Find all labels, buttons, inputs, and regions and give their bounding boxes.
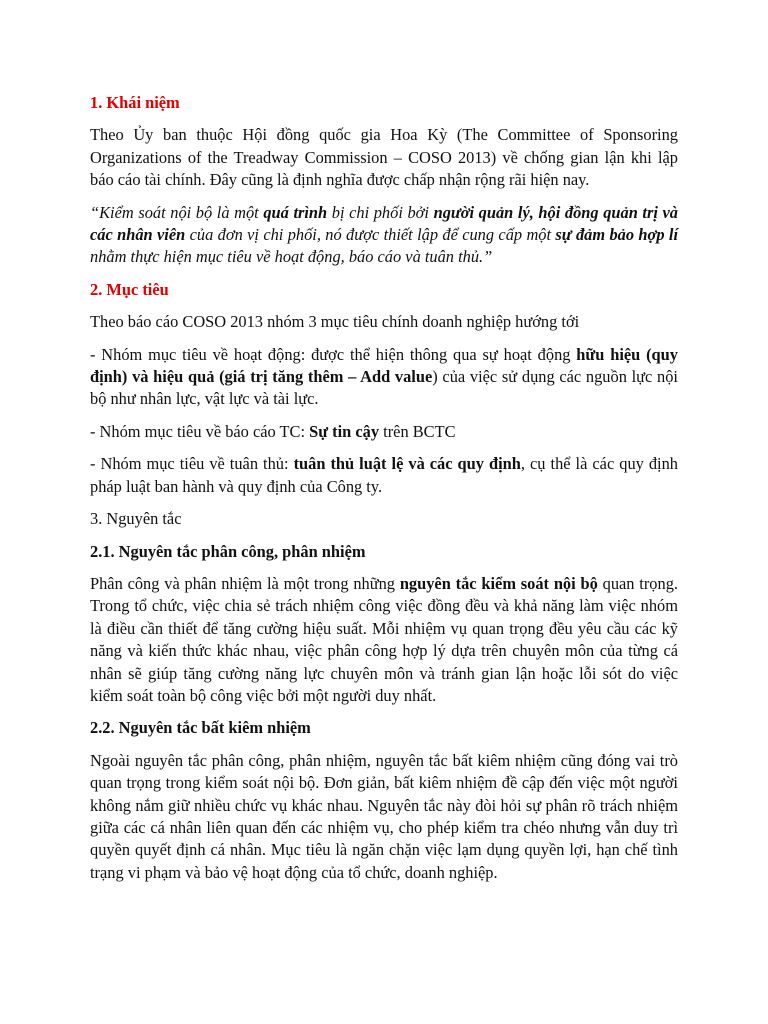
coso-quote <box>90 202 678 269</box>
objective-reporting-text-1: - Nhóm mục tiêu về báo cáo TC: <box>90 421 310 441</box>
subsection-2-2-heading: 2.2. Nguyên tắc bất kiêm nhiệm <box>90 718 311 738</box>
quote-text-4: nhằm thực hiện mục tiêu về hoạt động, báo cáo và tuân thủ.” <box>90 247 493 267</box>
segregation-text-1: Phân công và phân nhiệm là một trong những <box>90 573 400 593</box>
objective-compliance-text-1: - Nhóm mục tiêu về tuân thủ: <box>90 454 294 474</box>
quote-text-1: “Kiểm soát nội bộ là một <box>90 202 264 222</box>
subsection-2-1-heading: 2.1. Nguyên tắc phân công, phân nhiệm <box>90 541 366 561</box>
document-body <box>90 92 678 884</box>
section-2-heading: 2. Mục tiêu <box>90 279 169 299</box>
objective-operations <box>90 344 678 411</box>
objectives-intro: Theo báo cáo COSO 2013 nhóm 3 mục tiêu chính doanh nghiệp hướng tới <box>90 312 580 332</box>
objective-reporting <box>90 421 678 443</box>
quote-bold-3: sự đảm bảo hợp lí <box>555 225 679 245</box>
section-3-heading: 3. Nguyên tắc <box>90 509 182 529</box>
objective-operations-bold: hữu hiệu (quy định) và hiệu quả (giá trị tăng thêm – Add value <box>90 344 678 387</box>
section-1-heading: 1. Khái niệm <box>90 93 180 112</box>
objective-operations-text-2: ) của việc sử dụng các nguồn lực nội bộ như nhân lực, vật lực và tài lực. <box>90 367 678 409</box>
quote-bold-1: quá trình <box>263 202 328 222</box>
definition-paragraph: Theo Ủy ban thuộc Hội đồng quốc gia Hoa Kỳ (The Committee of Sponsoring Organizations of the Treadway Commission – COSO 2013) về chống gian lận khi lập báo cáo tài chính. Đây cũng là định nghĩa được chấp nhận rộng rãi hiện nay. <box>90 125 678 190</box>
quote-bold-2: người quản lý, hội đồng quản trị và các nhân viên <box>90 202 678 245</box>
quote-text-2: bị chi phối bởi <box>327 202 434 222</box>
segregation-bold: nguyên tắc kiểm soát nội bộ <box>399 573 598 593</box>
objective-reporting-text-2: trên BCTC <box>379 421 456 441</box>
segregation-text-2: quan trọng. Trong tổ chức, việc chia sẻ trách nhiệm công việc đồng đều và khả năng làm việc nhóm là điều cần thiết để tăng cường hiệu suất. Mỗi nhiệm vụ quan trọng đều yêu cầu các kỹ năng và kiến thức khác nhau, việc phân công hợp lý dựa trên chuyên môn của từng cá nhân sẽ giúp tăng cường năng lực chuyên môn và tránh gian lận hoặc lỗi sót do việc kiểm soát toàn bộ công việc bởi một người duy nhất. <box>90 573 678 705</box>
quote-text-3: của đơn vị chi phối, nó được thiết lập để cung cấp một <box>185 225 556 245</box>
objective-compliance-bold: tuân thủ luật lệ và các quy định <box>293 454 521 474</box>
objective-reporting-bold: Sự tin cậy <box>309 421 380 441</box>
objective-compliance <box>90 453 678 498</box>
objective-compliance-text-2: , cụ thể là các quy định pháp luật ban hành và quy định của Công ty. <box>90 454 678 496</box>
segregation-paragraph <box>90 573 678 707</box>
objective-operations-text-1: - Nhóm mục tiêu về hoạt động: được thể hiện thông qua sự hoạt động <box>90 344 577 364</box>
incompatibility-paragraph: Ngoài nguyên tắc phân công, phân nhiệm, nguyên tắc bất kiêm nhiệm cũng đóng vai trò quan trọng trong kiểm soát nội bộ. Đơn giản, bất kiêm nhiệm đề cập đến việc một người không nắm giữ nhiều chức vụ khác nhau. Nguyên tắc này đòi hỏi sự phân rõ trách nhiệm giữa các cá nhân liên quan đến các nhiệm vụ, cho phép kiểm tra chéo nhưng vẫn duy trì quyền quyết định cá nhân. Mục tiêu là ngăn chặn việc lạm dụng quyền lợi, hạn chế tình trạng vi phạm và bảo vệ hoạt động của tổ chức, doanh nghiệp. <box>90 750 678 882</box>
